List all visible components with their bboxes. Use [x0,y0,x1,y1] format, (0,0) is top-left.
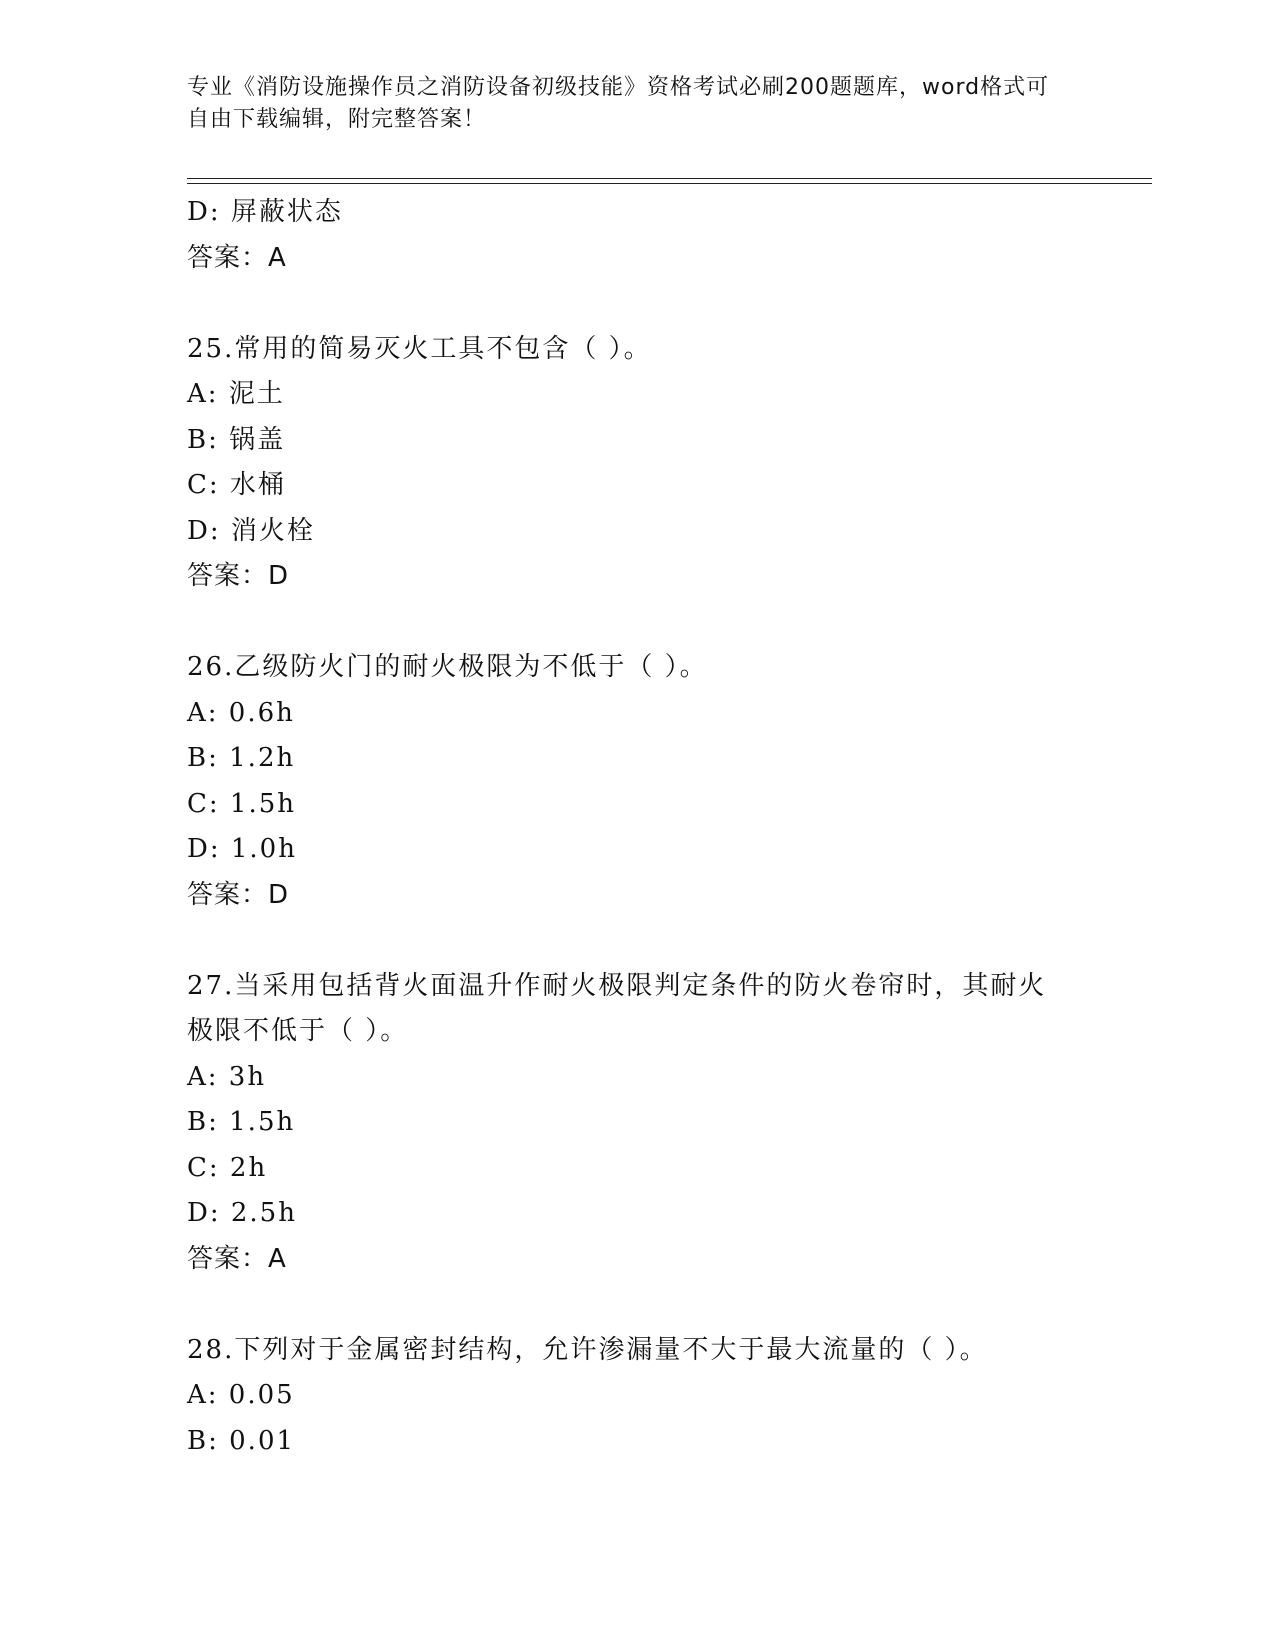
option-a: A: 泥土 [187,379,285,409]
document-header: 专业《消防设施操作员之消防设备初级技能》资格考试必刷200题题库，word格式可自由下载编辑，附完整答案！ [187,75,1050,132]
option-a: A: 3h [187,1061,267,1092]
question-stem: 28.下列对于金属密封结构，允许渗漏量不大于最大流量的（ ）。 [187,1334,988,1365]
header-rule-top [187,178,1152,179]
spacer [187,918,1087,964]
spacer [187,281,1087,327]
question-stem-line-1: 27.当采用包括背火面温升作耐火极限判定条件的防火卷帘时，其耐火 [187,970,1047,1001]
option-a: A: 0.05 [187,1380,295,1410]
answer-line: 答案：D [187,561,290,591]
option-b: B: 0.01 [187,1425,296,1456]
option-b: B: 1.2h [187,743,296,773]
option-c: C: 1.5h [187,788,297,819]
spacer [187,600,1087,646]
question-28 [187,1328,1087,1465]
question-stem: 26.乙级防火门的耐火极限为不低于（ ）。 [187,652,708,682]
option-c: C: 水桶 [187,470,286,500]
option-a: A: 0.6h [187,697,295,728]
option-d: D: 1.0h [187,834,297,864]
option-c: C: 2h [187,1152,268,1183]
question-stem: 25.常用的简易灭火工具不包含（ ）。 [187,333,652,364]
spacer [187,1282,1087,1328]
answer-line: 答案：A [187,242,287,273]
option-d: D: 2.5h [187,1198,297,1228]
question-stem-line-2: 极限不低于（ ）。 [187,1016,409,1046]
document-content [187,190,1087,1464]
option-b: B: 1.5h [187,1107,296,1137]
header-rule-bottom [187,183,1152,184]
answer-line: 答案：D [187,879,290,910]
answer-line: 答案：A [187,1243,287,1274]
option-b: B: 锅盖 [187,424,286,455]
question-25 [187,327,1087,600]
question-26 [187,645,1087,918]
option-d: D: 屏蔽状态 [187,197,343,227]
question-27 [187,964,1087,1283]
option-d: D: 消火栓 [187,515,315,546]
